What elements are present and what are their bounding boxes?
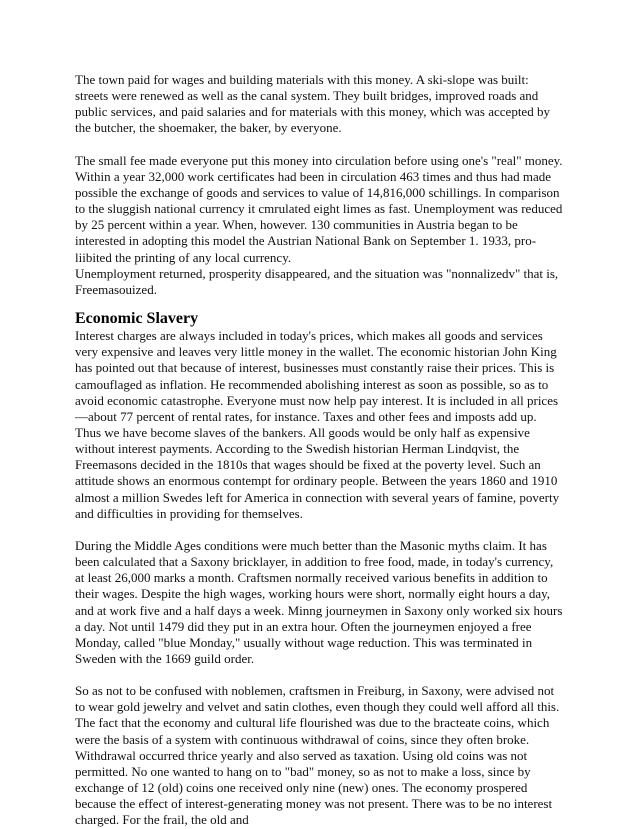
paragraph: During the Middle Ages conditions were much better than the Masonic myths claim. It has been calculated that a Saxony bricklayer, in addition to free food, made, in today's currency, at least 26,000 marks a month. Craftsmen normally received various benefits in addition to their wages. Despite the high wages, working hours were short, normally eight hours a day, and at work five and a half days a week. Minng journeymen in Saxony only worked six hours a day. Not until 1479 did they put in an extra hour. Often the journeymen enjoyed a free Monday, called "blue Monday," usually without wage reduction. This was terminated in Sweden with the 1669 guild order. bbox=[75, 537, 563, 666]
paragraph: So as not to be confused with noblemen, craftsmen in Freiburg, in Saxony, were advised not to wear gold jewelry and velvet and satin clothes, even though they could well afford all this. The fact that the economy and cultural life flourished was due to the bracteate coins, which were the basis of a system with continuous withdrawal of coins, since they often broke. Withdrawal occurred thrice yearly and also served as taxation. Using old coins was not permitted. No one wanted to hang on to "bad" money, so as not to make a loss, since by exchange of 12 (old) coins one received only nine (new) ones. The economy prospered because the effect of interest-generating money was not present. There was to be no interest charged. For the frail, the old and bbox=[75, 683, 560, 828]
paragraph: Interest charges are always included in today's prices, which makes all goods and services very expensive and leaves very little money in the wallet. The economic historian John King has pointed out that because of interest, businesses must constantly raise their prices. This is camouflaged as inflation. He recommended abolishing interest as soon as possible, so as to avoid economic catastrophe. Everyone must now help pay interest. It is included in all prices—about 77 percent of rental rates, for instance. Taxes and other fees and imposts add up. Thus we have become slaves of the bankers. All goods would be only half as expensive without interest payments. According to the Swedish historian Herman Lindqvist, the Freemasons decided in the 1810s that wages should be fixed at the poverty level. Such an attitude shows an enormous contempt for ordinary people. Between the years 1860 and 1910 almost a million Swedes left for America in connection with several years of famine, poverty and difficulties in providing for themselves. bbox=[75, 328, 560, 521]
document-body bbox=[75, 72, 565, 829]
section-heading: Economic Slavery bbox=[75, 310, 199, 328]
heading-spacer bbox=[75, 298, 565, 310]
paragraph: The town paid for wages and building materials with this money. A ski-slope was built: streets were renewed as well as the canal system. They built bridges, improved roads and public services, and paid salaries and for materials with this money, which was accepted by the butcher, the shoemaker, the baker, by everyone. bbox=[75, 72, 550, 136]
paragraph-spacer bbox=[75, 522, 565, 538]
paragraph: Unemployment returned, prosperity disappeared, and the situation was "nonnalizedv" that is, Freemasouized. bbox=[75, 265, 559, 297]
paragraph-spacer bbox=[75, 137, 565, 153]
paragraph: The small fee made everyone put this money into circulation before using one's "real" money. Within a year 32,000 work certificates had been in circulation 463 times and thus had made possible the exchange of goods and services to value of 14,816,000 schillings. In comparison to the sluggish national currency it cmrulated eight limes as fast. Unemployment was reduced by 25 percent within a year. When, however. 130 communities in Austria began to be interested in adopting this model the Austrian National Bank on September 1. 1933, pro-liibited the printing of any local currency. bbox=[75, 152, 563, 265]
paragraph-spacer bbox=[75, 667, 565, 683]
